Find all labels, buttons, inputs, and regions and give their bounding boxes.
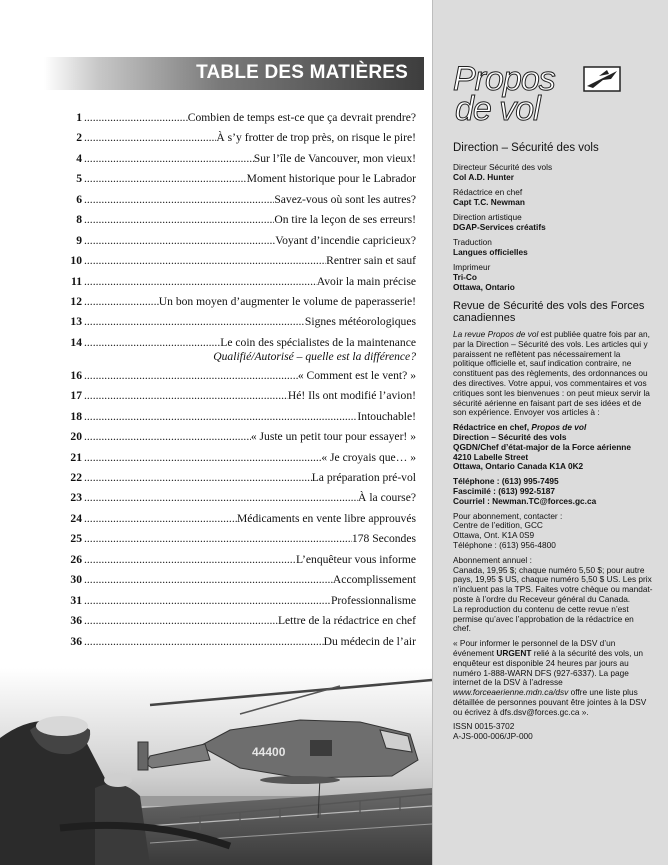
toc-entry[interactable] (62, 251, 416, 271)
toc-page-number: 21 (70, 450, 82, 464)
toc-entry[interactable] (62, 570, 416, 590)
toc-leader (84, 366, 416, 386)
toc-dot-leader (84, 407, 357, 427)
toc-leader (84, 128, 416, 148)
toc-entry[interactable] (62, 427, 416, 447)
toc-page-number: 1 (76, 111, 82, 124)
credit-label: Traduction (453, 237, 492, 247)
toc-leader (84, 529, 416, 549)
toc-page-number: 26 (70, 552, 82, 566)
toc-page-number: 11 (71, 274, 82, 288)
urgent-text-c: relié à la sécurité des vols, un enquêteur est disponible 24 heures par jours au numéro 1-888-WARN DFS (927-6337). La page internet de la DSV à l’adresse (453, 647, 643, 688)
credits-list (453, 162, 653, 292)
toc-dot-leader (84, 190, 274, 210)
logo-line-1: Propos (453, 60, 555, 98)
toc-page-number: 17 (70, 389, 82, 403)
toc-page-number: 24 (70, 511, 82, 525)
toc-leader (84, 448, 416, 468)
urgent-text-d: offre une liste plus détaillée de personnes pouvant être jointes à la DSV ou écrivez à dfs.dsv@forces.gc.ca ». (453, 687, 647, 717)
toc-entry[interactable] (62, 333, 416, 366)
toc-page-number: 36 (70, 614, 82, 628)
toc-entry[interactable] (62, 210, 416, 230)
toc-dot-leader (84, 251, 326, 271)
toc-page-number: 12 (70, 294, 82, 308)
toc-entry-title: Intouchable! (357, 409, 416, 423)
toc-entry-title: Avoir la main précise (316, 274, 416, 288)
toc-page-number: 4 (76, 151, 82, 165)
intro-paragraph (453, 330, 653, 418)
toc-dot-leader (84, 210, 274, 230)
toc-leader (84, 407, 416, 427)
toc-page-number: 30 (70, 573, 82, 587)
toc-dot-leader (84, 550, 296, 570)
toc-entry-subtitle: Qualifié/Autorisé – quelle est la différence? (213, 349, 416, 363)
toc-entry-title: « Je croyais que… » (321, 450, 416, 464)
toc-dot-leader (84, 272, 317, 292)
sidebar-panel (432, 0, 668, 865)
editor-address (453, 423, 653, 472)
toc-dot-leader (84, 312, 305, 332)
toc-page-number: 23 (70, 491, 82, 505)
toc-page-number: 6 (76, 192, 82, 206)
toc-page-number: 20 (70, 430, 82, 444)
toc-entry[interactable] (62, 292, 416, 312)
toc-entry-title: À s’y frotter de trop près, on risque le pire! (216, 131, 416, 145)
jet-aircraft-icon (583, 66, 621, 92)
credit-value: DGAP-Services créatifs (453, 222, 546, 232)
toc-dot-leader (84, 108, 188, 128)
toc-dot-leader (84, 468, 312, 488)
toc-entry-title: Sur l’île de Vancouver, mon vieux! (253, 151, 416, 165)
credit-label: Direction artistique (453, 212, 522, 222)
toc-leader (84, 149, 416, 169)
toc-page-number: 13 (70, 315, 82, 329)
toc-list (62, 108, 416, 652)
intro-text: est publiée quatre fois par an, par la Direction – Sécurité des vols. Les articles qui y paraissent ne reflètent pas nécessairement la politique officielle et, sauf indication contraire, ne constituent pas des règlements, des ordonnances ou des directives. Votre appui, vos commentaires et vos critiques sont les bienvenues : on peut mieux servir la sécurité aérienne en faisant part de ses idées et de son expérience. Envoyer vos articles à : (453, 329, 650, 418)
toc-entry[interactable] (62, 468, 416, 488)
toc-dot-leader (84, 231, 275, 251)
credit-label: Directeur Sécurité des vols (453, 162, 553, 172)
toc-entry-title: Savez-vous où sont les autres? (274, 192, 416, 206)
toc-dot-leader (84, 128, 216, 148)
toc-page-number: 22 (70, 471, 82, 484)
toc-entry[interactable] (62, 591, 416, 611)
toc-dot-leader (84, 427, 251, 447)
toc-entry-title: 178 Secondes (351, 532, 416, 546)
toc-entry[interactable] (62, 366, 416, 386)
toc-leader (84, 591, 416, 611)
toc-entry[interactable] (62, 509, 416, 529)
toc-entry[interactable] (62, 149, 416, 169)
toc-entry[interactable] (62, 386, 416, 406)
toc-leader (84, 108, 416, 128)
toc-dot-leader (84, 509, 237, 529)
credit-value: Tri-Co Ottawa, Ontario (453, 272, 515, 292)
toc-entry-title: À la course? (358, 491, 416, 505)
toc-dot-leader (84, 611, 278, 631)
toc-entry[interactable] (62, 312, 416, 332)
toc-entry-title: L’enquêteur vous informe (296, 552, 416, 566)
toc-leader (84, 488, 416, 508)
toc-page-number: 16 (70, 368, 82, 382)
dsv-website-link[interactable]: www.forceaerienne.mdn.ca/dsv (453, 687, 569, 698)
toc-entry-title: Lettre de la rédactrice en chef (277, 614, 416, 628)
toc-dot-leader (84, 169, 247, 189)
subscription-contact: Pour abonnement, contacter : Centre de l’edition, GCC Ottawa, Ont. K1A 0S9 Téléphone : (613) 956-4800 (453, 510, 563, 550)
toc-entry-title: Combien de temps est-ce que ça devrait prendre? (187, 111, 416, 124)
toc-entry-title: La préparation pré-vol (311, 471, 416, 484)
toc-dot-leader (84, 591, 331, 611)
toc-leader (84, 386, 416, 406)
toc-entry[interactable] (62, 108, 416, 128)
toc-dot-leader (84, 149, 254, 169)
address-lead-italic: Propos de vol (531, 422, 587, 433)
toc-leader (84, 611, 416, 631)
toc-entry[interactable] (62, 169, 416, 189)
toc-entry[interactable] (62, 550, 416, 570)
toc-entry[interactable] (62, 611, 416, 631)
tail-number: 44400 (252, 745, 286, 759)
toc-leader (84, 231, 416, 251)
toc-leader (84, 550, 416, 570)
toc-entry[interactable] (62, 128, 416, 148)
toc-entry-title: Moment historique pour le Labrador (246, 172, 416, 186)
toc-page-number: 25 (70, 532, 82, 546)
toc-leader (84, 632, 416, 652)
toc-entry-title: « Juste un petit tour pour essayer! » (250, 430, 416, 444)
department-name: Direction – Sécurité des vols (453, 142, 599, 154)
toc-entry[interactable] (62, 190, 416, 210)
toc-page-number: 9 (76, 233, 82, 247)
toc-entry-title: Du médecin de l’air (323, 634, 416, 648)
toc-page-number: 5 (76, 172, 82, 186)
toc-entry-title: Un bon moyen d’augmenter le volume de paperasserie! (158, 294, 416, 308)
urgent-text-a: « Pour informer le personnel de la DSV d’un événement (453, 638, 616, 658)
credit-value: Capt T.C. Newman (453, 197, 525, 207)
toc-entry[interactable] (62, 488, 416, 508)
helicopter-ship-photo (0, 668, 432, 865)
contact-phones: Téléphone : (613) 995-7495 Fascimilé : (613) 992-5187 Courriel : Newman.TC@forces.gc.ca (453, 476, 597, 506)
toc-page-number: 36 (70, 634, 82, 648)
toc-entry-title: Accomplissement (332, 573, 416, 587)
toc-dot-leader (84, 632, 324, 652)
toc-entry-title: Hé! Ils ont modifié l’avion! (287, 389, 416, 403)
toc-leader (84, 312, 416, 332)
toc-leader (84, 427, 416, 447)
credit-label: Rédactrice en chef (453, 187, 523, 197)
toc-leader (84, 251, 416, 271)
logo-line-2: de vol (455, 90, 540, 128)
toc-leader (84, 190, 416, 210)
toc-page-number: 14 (70, 335, 82, 349)
intro-italic: La revue Propos de vol (453, 329, 539, 339)
toc-entry-title: Rentrer sain et sauf (326, 254, 416, 268)
toc-dot-leader (84, 529, 352, 549)
toc-page-number: 10 (70, 254, 82, 268)
toc-dot-leader (84, 448, 321, 468)
toc-entry-title: Voyant d’incendie capricieux? (275, 233, 416, 247)
subscription-fees: Abonnement annuel : Canada, 19,95 $; chaque numéro 5,50 $; pour autre pays, 19,95 $ US, chaque numéro 5,50 $ US. Les prix n’incluent pas la TPS. Faites votre chèque ou mandat-poste à l’ordre du Receveur général du Canada. La reproduction du contenu de cette revue n’est permise qu’avec l’approbation de la rédactrice en chef. (453, 554, 653, 634)
toc-entry-title: Le coin des spécialistes de la maintenance (220, 335, 416, 349)
address-lead: Rédactrice en chef, (453, 422, 532, 433)
toc-leader (84, 210, 416, 230)
toc-entry-title: « Comment est le vent? » (297, 368, 416, 382)
toc-dot-leader (84, 366, 298, 386)
toc-leader (84, 570, 416, 590)
masthead (453, 142, 653, 747)
toc-entry-title: Signes météorologiques (304, 315, 416, 329)
urgent-notice (453, 639, 653, 717)
address-lines: Direction – Sécurité des vols QGDN/Chef d’état-major de la Force aérienne 4210 Labelle Street Ottawa, Ontario Canada K1A 0K2 (453, 431, 631, 472)
toc-entry[interactable] (62, 529, 416, 549)
toc-leader (84, 272, 416, 292)
credit-value: Col A.D. Hunter (453, 172, 514, 182)
toc-entry[interactable] (62, 272, 416, 292)
toc-dot-leader (84, 386, 288, 406)
toc-leader (84, 169, 416, 189)
toc-page-number: 8 (76, 213, 82, 227)
toc-entry[interactable] (62, 632, 416, 652)
toc-dot-leader (84, 333, 220, 353)
toc-banner (44, 57, 424, 90)
toc-page-number: 2 (76, 131, 82, 145)
toc-title: TABLE DES MATIÈRES (196, 62, 408, 83)
revue-title: Revue de Sécurité des vols des Forces canadiennes (453, 300, 645, 324)
toc-entry[interactable] (62, 407, 416, 427)
issn: ISSN 0015-3702 A-JS-000-006/JP-000 (453, 721, 533, 742)
urgent-word: URGENT (496, 647, 532, 658)
toc-dot-leader (84, 570, 333, 590)
toc-entry[interactable] (62, 448, 416, 468)
toc-page-number: 31 (70, 593, 82, 607)
toc-entry[interactable] (62, 231, 416, 251)
toc-dot-leader (84, 292, 159, 312)
toc-entry-title: On tire la leçon de ses erreurs! (274, 213, 416, 227)
toc-dot-leader (84, 488, 358, 508)
credit-label: Imprimeur (453, 262, 491, 272)
toc-leader (84, 509, 416, 529)
toc-entry-title: Professionnalisme (330, 593, 416, 607)
magazine-logo (449, 60, 659, 130)
toc-leader (84, 292, 416, 312)
credit-value: Langues officielles (453, 247, 528, 257)
toc-leader (84, 468, 416, 488)
cover-photo (0, 668, 432, 865)
toc-entry-title: Médicaments en vente libre approuvés (237, 511, 416, 525)
toc-page-number: 18 (70, 409, 82, 423)
